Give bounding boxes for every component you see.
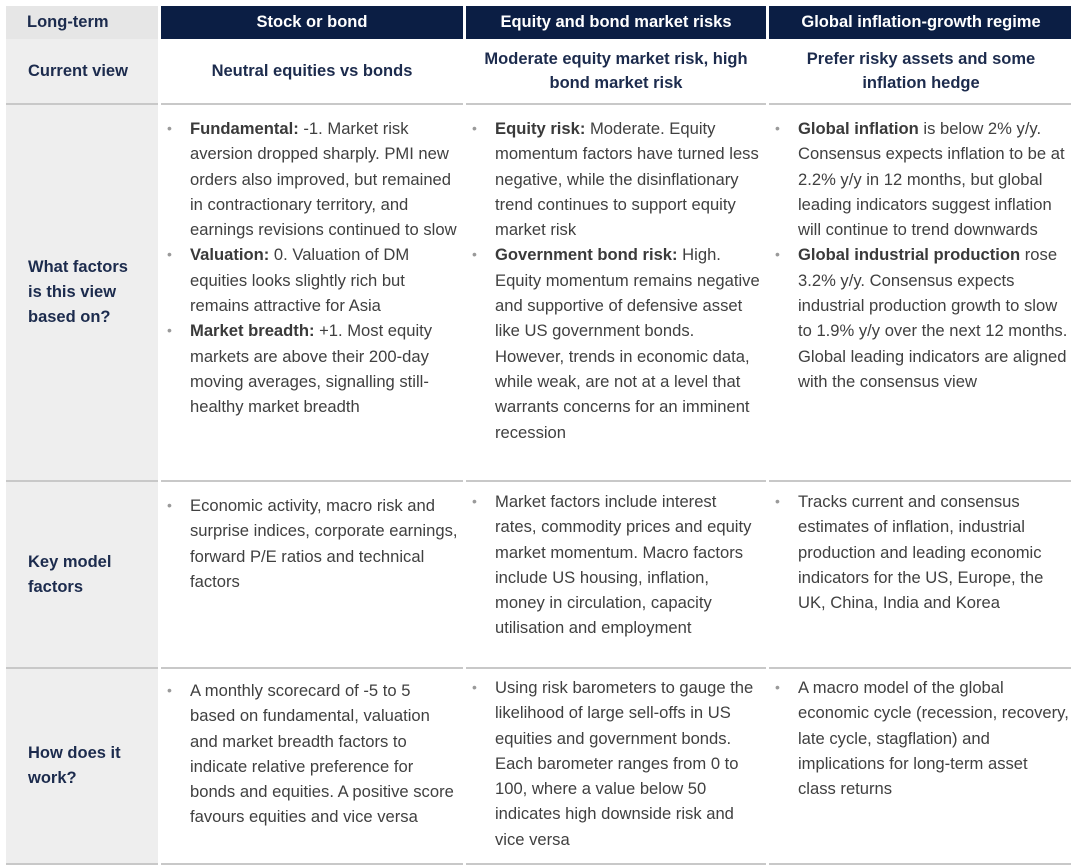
bullet-text: +1. Most equity markets are above their 200-day moving averages, signalling still-healthy market breadth <box>190 321 433 417</box>
current-view-text: Moderate equity market risk, high bond market risk <box>484 50 748 92</box>
bullet-list <box>466 116 762 445</box>
bullet-text: Economic activity, macro risk and surprise indices, corporate earnings, forward P/E ratios and technical factors <box>190 496 458 591</box>
current-view-stock-or-bond <box>161 39 463 105</box>
bullet-item <box>161 318 459 419</box>
bullet-list <box>466 675 762 852</box>
current-view-text: Prefer risky assets and some inflation hedge <box>806 50 1036 92</box>
bullet-item <box>466 675 762 852</box>
column-header-market-risks: Equity and bond market risks <box>466 6 766 39</box>
bullet-item <box>161 116 459 242</box>
factors-inflation-growth <box>769 105 1071 482</box>
bullet-text: Market factors include interest rates, commodity prices and equity market momentum. Macro factors include US housing, inflation, money in circulation, capacity utilisation and employment <box>495 492 752 638</box>
bullet-list <box>161 116 459 420</box>
how-stock-or-bond <box>161 669 463 865</box>
bullet-item <box>466 116 762 242</box>
bullet-text: 0. Valuation of DM equities looks slightly rich but remains attractive for Asia <box>190 245 410 316</box>
row-label-key-model-factors <box>6 482 158 669</box>
key-factors-market-risks <box>466 482 766 669</box>
bullet-list <box>769 675 1069 801</box>
bullet-item <box>466 489 762 641</box>
bullet-text: High. Equity momentum remains negative and supportive of defensive asset like US government bonds. However, trends in economic data, while weak, are not at a level that warrants concerns for an imminent recession <box>495 245 760 442</box>
column-header-inflation-growth: Global inflation-growth regime <box>769 6 1071 39</box>
current-view-text: Neutral equities vs bonds <box>211 62 413 80</box>
bullet-list <box>161 678 459 830</box>
bullet-item <box>769 242 1069 394</box>
bullet-list <box>161 493 459 594</box>
bullet-text: -1. Market risk aversion dropped sharply. PMI new orders also improved, but remained in contractionary territory, and earnings revisions continued to slow <box>190 119 457 240</box>
bullet-text: A macro model of the global economic cycle (recession, recovery, late cycle, stagflation) and implications for long-term asset class returns <box>798 678 1069 799</box>
how-market-risks <box>466 669 766 865</box>
bullet-lead: Government bond risk: <box>495 245 678 265</box>
bullet-item <box>466 242 762 444</box>
bullet-lead: Global inflation <box>798 119 919 138</box>
bullet-text: rose 3.2% y/y. Consensus expects industrial production growth to slow to 1.9% y/y over the next 12 months. Global leading indicators are aligned with the consensus view <box>798 245 1068 391</box>
key-factors-stock-or-bond <box>161 482 463 669</box>
row-label-how-does-it-work <box>6 669 158 865</box>
corner-label: Long-term <box>6 6 158 39</box>
current-view-market-risks <box>466 39 766 105</box>
bullet-item <box>161 678 459 830</box>
bullet-lead: Fundamental: <box>190 119 299 138</box>
row-label-current-view: Current view <box>6 39 158 105</box>
row-label-text: Key model factors <box>28 552 112 596</box>
bullet-item <box>769 675 1069 801</box>
bullet-item <box>161 493 459 594</box>
bullet-list <box>769 116 1069 394</box>
bullet-lead: Market breadth: <box>190 321 315 341</box>
bullet-text: is below 2% y/y. Consensus expects inflation to be at 2.2% y/y in 12 months, but global leading indicators suggest inflation will continue to trend downwards <box>798 119 1065 240</box>
factors-stock-or-bond <box>161 105 463 482</box>
bullet-item <box>769 116 1069 242</box>
bullet-text: Moderate. Equity momentum factors have turned less negative, while the disinflationary trend continues to support equity market risk <box>495 119 759 240</box>
bullet-text: Using risk barometers to gauge the likelihood of large sell-offs in US equities and government bonds. Each barometer ranges from 0 to 100, where a value below 50 indicates high downside risk and vice versa <box>495 678 754 849</box>
row-label-what-factors <box>6 105 158 482</box>
bullet-item <box>161 242 459 318</box>
bullet-item <box>769 489 1069 615</box>
bullet-list <box>769 489 1069 615</box>
bullet-lead: Valuation: <box>190 245 270 265</box>
bullet-text: A monthly scorecard of -5 to 5 based on fundamental, valuation and market breadth factors to indicate relative preference for bonds and equities. A positive score favours equities and vice versa <box>190 681 454 827</box>
current-view-inflation-growth <box>769 39 1071 105</box>
bullet-lead: Equity risk: <box>495 119 586 138</box>
factors-market-risks <box>466 105 766 482</box>
row-label-text: How does it work? <box>28 744 121 787</box>
bullet-list <box>466 489 762 641</box>
key-factors-inflation-growth <box>769 482 1071 669</box>
how-inflation-growth <box>769 669 1071 865</box>
bullet-text: Tracks current and consensus estimates of inflation, industrial production and leading economic indicators for the US, Europe, the UK, China, India and Korea <box>798 492 1044 613</box>
column-header-stock-or-bond: Stock or bond <box>161 6 463 39</box>
bullet-lead: Global industrial production <box>798 245 1021 265</box>
row-label-text: What factors is this view based on? <box>28 258 128 326</box>
